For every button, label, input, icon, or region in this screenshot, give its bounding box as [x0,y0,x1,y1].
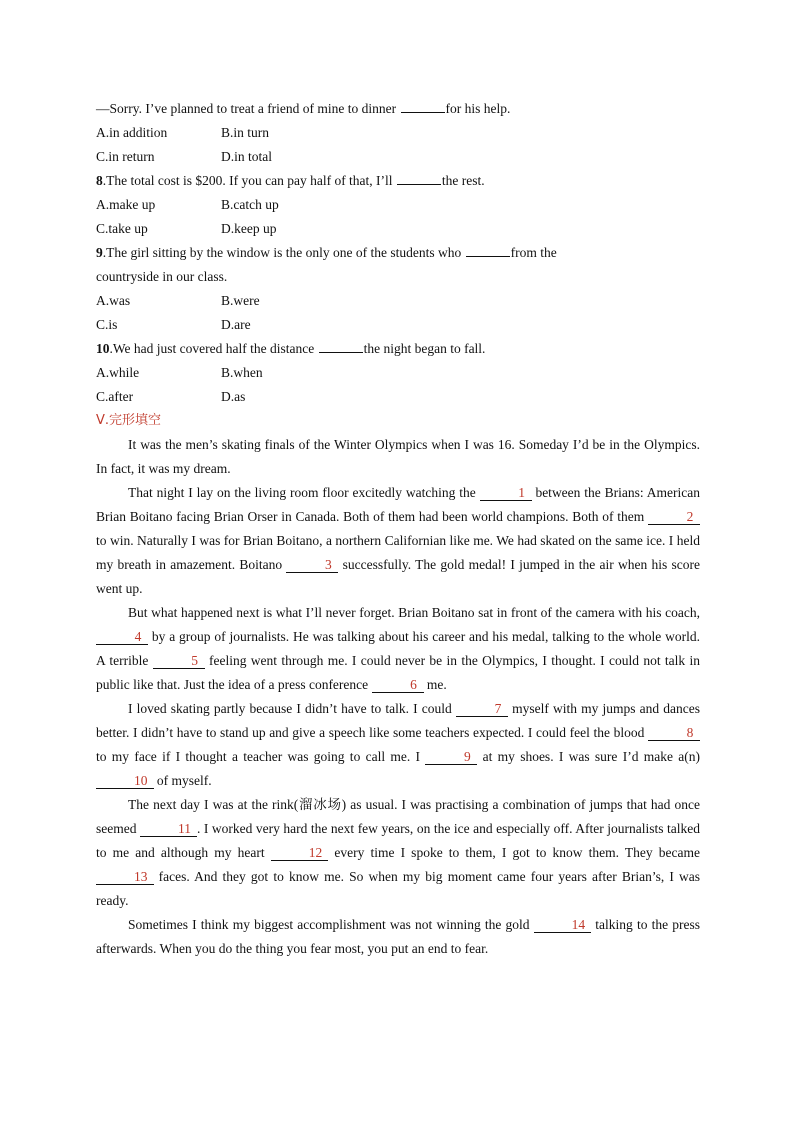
paragraph-2-text: to win. Naturally I was for Brian Boitano, a northern Californian like me. We had skated on the same ice. I held my breath in amazement. Boitano [96,533,700,572]
question-7-options-row-2 [96,145,700,169]
question-8-text: .The total cost is $200. If you can pay half of that, I’ll [102,173,396,188]
question-10-text-end: the night began to fall. [363,341,486,356]
question-7-text-end: for his help. [445,101,511,116]
question-10-options-row-1 [96,361,700,385]
paragraph-2-text: successfully. The gold medal! I jumped in the air when his score went up. [96,557,700,596]
cloze-gap-1[interactable]: 1 [480,485,532,501]
question-9-option-d[interactable]: D.are [221,317,251,332]
paragraph-3-text: feeling went through me. I could never be in the Olympics, I thought. I could not talk in public like that. Just the idea of a press conference [96,653,700,692]
paragraph-5-text: . I worked very hard the next few years, on the ice and especially off. After journalists talked to me and although my heart [96,821,700,860]
passage-paragraph-5 [96,793,700,913]
passage-paragraph-6 [96,913,700,961]
cloze-gap-7[interactable]: 7 [456,701,508,717]
paragraph-3-text: by a group of journalists. He was talking about his career and his medal, talking to the whole world. A terrible [96,629,700,668]
paragraph-4-text: I loved skating partly because I didn’t have to talk. I could [128,701,456,716]
question-9-blank [466,244,510,257]
question-10-option-a[interactable]: A.while [96,365,140,380]
cloze-gap-14[interactable]: 14 [534,917,592,933]
question-10-text: .We had just covered half the distance [109,341,318,356]
question-8-number: 8 [96,173,103,188]
question-9-option-b[interactable]: B.were [221,293,260,308]
cloze-gap-11[interactable]: 11 [140,821,197,837]
paragraph-3-text: But what happened next is what I’ll never forget. Brian Boitano sat in front of the camera with his coach, [128,605,700,620]
cloze-gap-10[interactable]: 10 [96,773,154,789]
question-10-option-b[interactable]: B.when [221,365,263,380]
cloze-gap-6[interactable]: 6 [372,677,424,693]
worksheet-page [96,97,700,961]
paragraph-2-text: That night I lay on the living room floor excitedly watching the [128,485,480,500]
question-9-option-c[interactable]: C.is [96,317,118,332]
passage-paragraph-3 [96,601,700,697]
question-8-stem [96,169,700,193]
question-9-options-row-1 [96,289,700,313]
question-9-option-a[interactable]: A.was [96,293,131,308]
paragraph-4-text: to my face if I thought a teacher was going to call me. I [96,749,426,764]
question-10-option-c[interactable]: C.after [96,389,134,404]
question-7-option-d[interactable]: D.in total [221,149,272,164]
cloze-gap-4[interactable]: 4 [96,629,148,645]
question-8-options-row-1 [96,193,700,217]
question-8-text-end: the rest. [441,173,485,188]
question-7-option-a[interactable]: A.in addition [96,125,168,140]
question-10-number: 10 [96,341,110,356]
paragraph-5-text: every time I spoke to them, I got to know them. They became [328,845,700,860]
question-7-option-c[interactable]: C.in return [96,149,155,164]
section-title-cloze: Ⅴ.完形填空 [96,413,162,428]
paragraph-6-text: Sometimes I think my biggest accomplishment was not winning the gold [128,917,534,932]
question-10-options-row-2 [96,385,700,409]
question-10-option-d[interactable]: D.as [221,389,246,404]
question-7-stem [96,97,700,121]
paragraph-3-text: me. [423,677,447,692]
question-9-stem-line-2: countryside in our class. [96,269,228,284]
passage-paragraph-1: It was the men’s skating finals of the Winter Olympics when I was 16. Someday I’d be in the Olympics. In fact, it was my dream. [96,437,700,476]
question-8-option-b[interactable]: B.catch up [221,197,279,212]
paragraph-2-text: between the Brians: American Brian Boitano facing Brian Orser in Canada. Both of them had been world champions. Both of them [96,485,700,524]
paragraph-6-text: talking to the press afterwards. When you do the thing you fear most, you put an end to fear. [96,917,701,956]
cloze-gap-5[interactable]: 5 [153,653,205,669]
question-7-text: —Sorry. I’ve planned to treat a friend of mine to dinner [96,101,400,116]
paragraph-4-text: of myself. [153,773,212,788]
passage-paragraph-4 [96,697,700,793]
question-9-stem [96,241,700,265]
question-7-blank [401,100,445,113]
cloze-gap-2[interactable]: 2 [648,509,700,525]
question-8-option-c[interactable]: C.take up [96,221,148,236]
passage-paragraph-2 [96,481,700,601]
paragraph-5-text: faces. And they got to know me. So when my big moment came four years after Brian’s, I was ready. [96,869,700,908]
question-10-blank [319,340,363,353]
cloze-gap-9[interactable]: 9 [425,749,477,765]
question-7-options-row-1 [96,121,700,145]
question-9-text: .The girl sitting by the window is the only one of the students who [102,245,465,260]
cloze-gap-13[interactable]: 13 [96,869,154,885]
question-8-blank [397,172,441,185]
question-8-option-a[interactable]: A.make up [96,197,156,212]
question-8-option-d[interactable]: D.keep up [221,221,277,236]
paragraph-5-text: The next day I was at the rink(溜冰场) as usual. I was practising a combination of jumps that had once seemed [96,797,700,836]
question-9-text-end: from the [510,245,557,260]
question-10-stem [96,337,700,361]
cloze-gap-8[interactable]: 8 [648,725,700,741]
question-9-options-row-2 [96,313,700,337]
question-9-number: 9 [96,245,103,260]
cloze-gap-12[interactable]: 12 [271,845,329,861]
cloze-gap-3[interactable]: 3 [286,557,338,573]
paragraph-4-text: myself with my jumps and dances better. I didn’t have to stand up and give a speech like some teachers expected. I could feel the blood [96,701,700,740]
question-8-options-row-2 [96,217,700,241]
question-7-option-b[interactable]: B.in turn [221,125,270,140]
paragraph-4-text: at my shoes. I was sure I’d make a(n) [477,749,700,764]
